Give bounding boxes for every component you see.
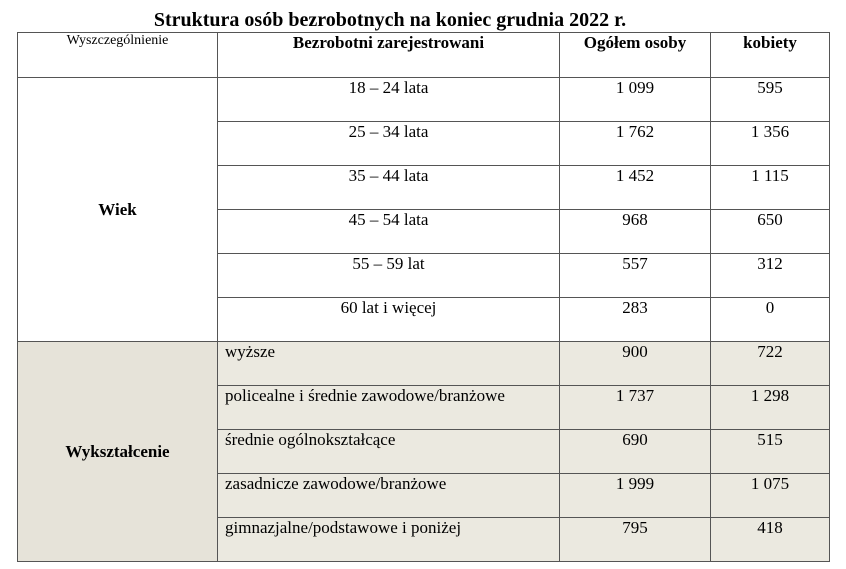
row-women: 1 115 bbox=[711, 166, 830, 210]
header-breakdown: Wyszczególnienie bbox=[18, 33, 218, 78]
page-title: Struktura osób bezrobotnych na koniec grudnia 2022 r. bbox=[153, 9, 627, 31]
row-label: 55 – 59 lat bbox=[218, 254, 560, 298]
row-label: wyższe bbox=[218, 342, 560, 386]
row-total: 1 762 bbox=[560, 122, 711, 166]
row-women: 722 bbox=[711, 342, 830, 386]
row-women: 650 bbox=[711, 210, 830, 254]
group-label-age: Wiek bbox=[18, 78, 218, 342]
row-label: policealne i średnie zawodowe/branżowe bbox=[218, 386, 560, 430]
row-total: 283 bbox=[560, 298, 711, 342]
group-label-education: Wykształcenie bbox=[18, 342, 218, 562]
row-label: zasadnicze zawodowe/branżowe bbox=[218, 474, 560, 518]
row-label: gimnazjalne/podstawowe i poniżej bbox=[218, 518, 560, 562]
table-row bbox=[18, 78, 830, 122]
row-women: 1 075 bbox=[711, 474, 830, 518]
row-total: 1 452 bbox=[560, 166, 711, 210]
row-total: 557 bbox=[560, 254, 711, 298]
table-row bbox=[18, 342, 830, 386]
table-header-row bbox=[18, 33, 830, 78]
row-total: 900 bbox=[560, 342, 711, 386]
header-women: kobiety bbox=[711, 33, 830, 78]
row-total: 1 999 bbox=[560, 474, 711, 518]
row-label: 45 – 54 lata bbox=[218, 210, 560, 254]
row-women: 1 298 bbox=[711, 386, 830, 430]
row-women: 595 bbox=[711, 78, 830, 122]
row-women: 515 bbox=[711, 430, 830, 474]
row-label: 60 lat i więcej bbox=[218, 298, 560, 342]
row-label: średnie ogólnokształcące bbox=[218, 430, 560, 474]
row-total: 690 bbox=[560, 430, 711, 474]
row-label: 18 – 24 lata bbox=[218, 78, 560, 122]
row-total: 1 737 bbox=[560, 386, 711, 430]
row-women: 418 bbox=[711, 518, 830, 562]
row-women: 1 356 bbox=[711, 122, 830, 166]
row-total: 795 bbox=[560, 518, 711, 562]
row-women: 0 bbox=[711, 298, 830, 342]
header-total: Ogółem osoby bbox=[560, 33, 711, 78]
row-label: 25 – 34 lata bbox=[218, 122, 560, 166]
unemployment-table bbox=[17, 32, 830, 562]
header-registered: Bezrobotni zarejestrowani bbox=[218, 33, 560, 78]
row-total: 968 bbox=[560, 210, 711, 254]
row-total: 1 099 bbox=[560, 78, 711, 122]
row-label: 35 – 44 lata bbox=[218, 166, 560, 210]
row-women: 312 bbox=[711, 254, 830, 298]
